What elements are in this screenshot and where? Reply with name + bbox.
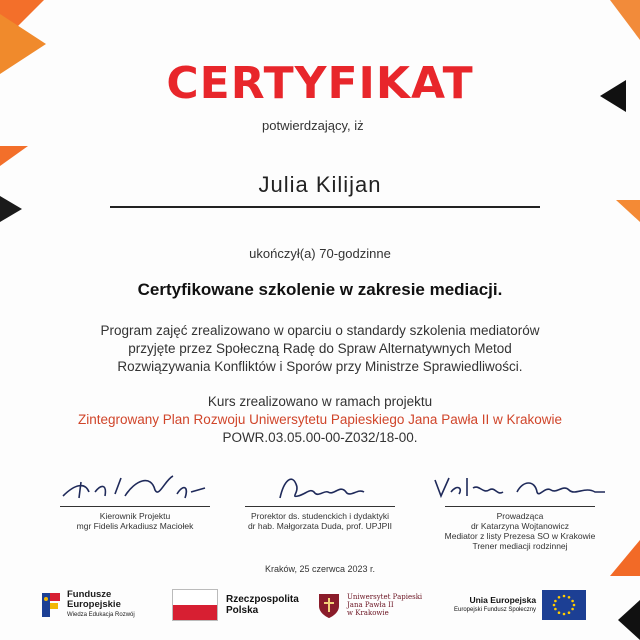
fundusze-europejskie-logo xyxy=(40,585,135,625)
recipient-underline xyxy=(110,206,540,208)
orange-triangle-decoration xyxy=(0,146,28,166)
certificate-subtitle: potwierdzający, iż xyxy=(262,118,364,133)
project-name: Zintegrowany Plan Rozwoju Uniwersytetu Papieskiego Jana Pawła II w Krakowie xyxy=(78,412,562,427)
black-triangle-decoration xyxy=(0,196,22,222)
signer-credential: Mediator z listy Prezesa SO w Krakowie xyxy=(444,531,596,541)
signature-block-project-manager xyxy=(50,470,220,531)
signer-name: dr Katarzyna Wojtanowicz xyxy=(470,521,570,531)
upjp-university-logo xyxy=(316,585,422,625)
fe-star-icon xyxy=(40,591,62,619)
place-and-date: Kraków, 25 czerwca 2023 r. xyxy=(264,564,376,574)
orange-triangle-decoration xyxy=(616,200,640,222)
signature-line xyxy=(445,506,595,507)
program-line: Program zajęć zrealizowano w oparciu o standardy szkolenia mediatorów xyxy=(100,323,540,338)
fe-line: Fundusze xyxy=(67,589,112,600)
upjp-line: Jana Pawła II xyxy=(347,601,394,609)
eu-flag-icon xyxy=(542,590,586,620)
ue-line: Europejski Fundusz Społeczny xyxy=(454,607,537,613)
signer-role: Kierownik Projektu xyxy=(99,511,171,521)
signer-credential: Trener mediacji rodzinnej xyxy=(472,541,568,551)
rzeczpospolita-polska-logo xyxy=(172,585,299,625)
handwritten-signature xyxy=(55,470,215,504)
signature-line xyxy=(245,506,395,507)
signer-name: dr hab. Małgorzata Duda, prof. UPJPII xyxy=(247,521,393,531)
program-description xyxy=(40,322,600,376)
completion-statement: ukończył(a) 70-godzinne xyxy=(249,246,391,261)
handwritten-signature xyxy=(425,470,615,504)
rp-text xyxy=(226,594,299,616)
polish-flag-icon xyxy=(172,589,218,621)
program-line: przyjęte przez Społeczną Radę do Spraw Alternatywnych Metod xyxy=(128,341,512,356)
fe-line: Wiedza Edukacja Rozwój xyxy=(67,612,135,618)
orange-triangle-decoration xyxy=(610,0,640,40)
handwritten-signature xyxy=(240,470,400,504)
rp-line: Rzeczpospolita xyxy=(226,594,299,605)
funding-logos-bar xyxy=(40,585,600,625)
certificate-title: CERTYFIKAT xyxy=(166,58,474,109)
signer-role: Prorektor ds. studenckich i dydaktyki xyxy=(251,511,389,521)
signature-block-vice-rector xyxy=(235,470,405,531)
signature-line xyxy=(60,506,210,507)
project-intro: Kurs zrealizowano w ramach projektu xyxy=(207,394,433,409)
signer-role: Prowadząca xyxy=(496,511,544,521)
ue-line: Unia Europejska xyxy=(469,595,537,605)
upjp-line: w Krakowie xyxy=(347,609,389,617)
fe-text xyxy=(67,590,135,620)
program-line: Rozwiązywania Konfliktów i Sporów przy Ministrze Sprawiedliwości. xyxy=(117,359,523,374)
black-triangle-decoration xyxy=(618,600,640,640)
upjp-line: Uniwersytet Papieski xyxy=(347,593,423,601)
fe-line: Europejskie xyxy=(67,599,121,610)
recipient-name: Julia Kilijan xyxy=(258,172,382,197)
unia-europejska-logo xyxy=(454,585,586,625)
signature-block-trainer xyxy=(420,470,620,551)
ue-text xyxy=(454,595,536,615)
upjp-text xyxy=(347,593,422,617)
project-code: POWR.03.05.00-00-Z032/18-00. xyxy=(222,430,418,445)
course-title: Certyfikowane szkolenie w zakresie mediacji. xyxy=(137,280,503,299)
rp-line: Polska xyxy=(226,605,259,616)
signer-name: mgr Fidelis Arkadiusz Maciołek xyxy=(76,521,194,531)
university-crest-icon xyxy=(316,590,342,620)
